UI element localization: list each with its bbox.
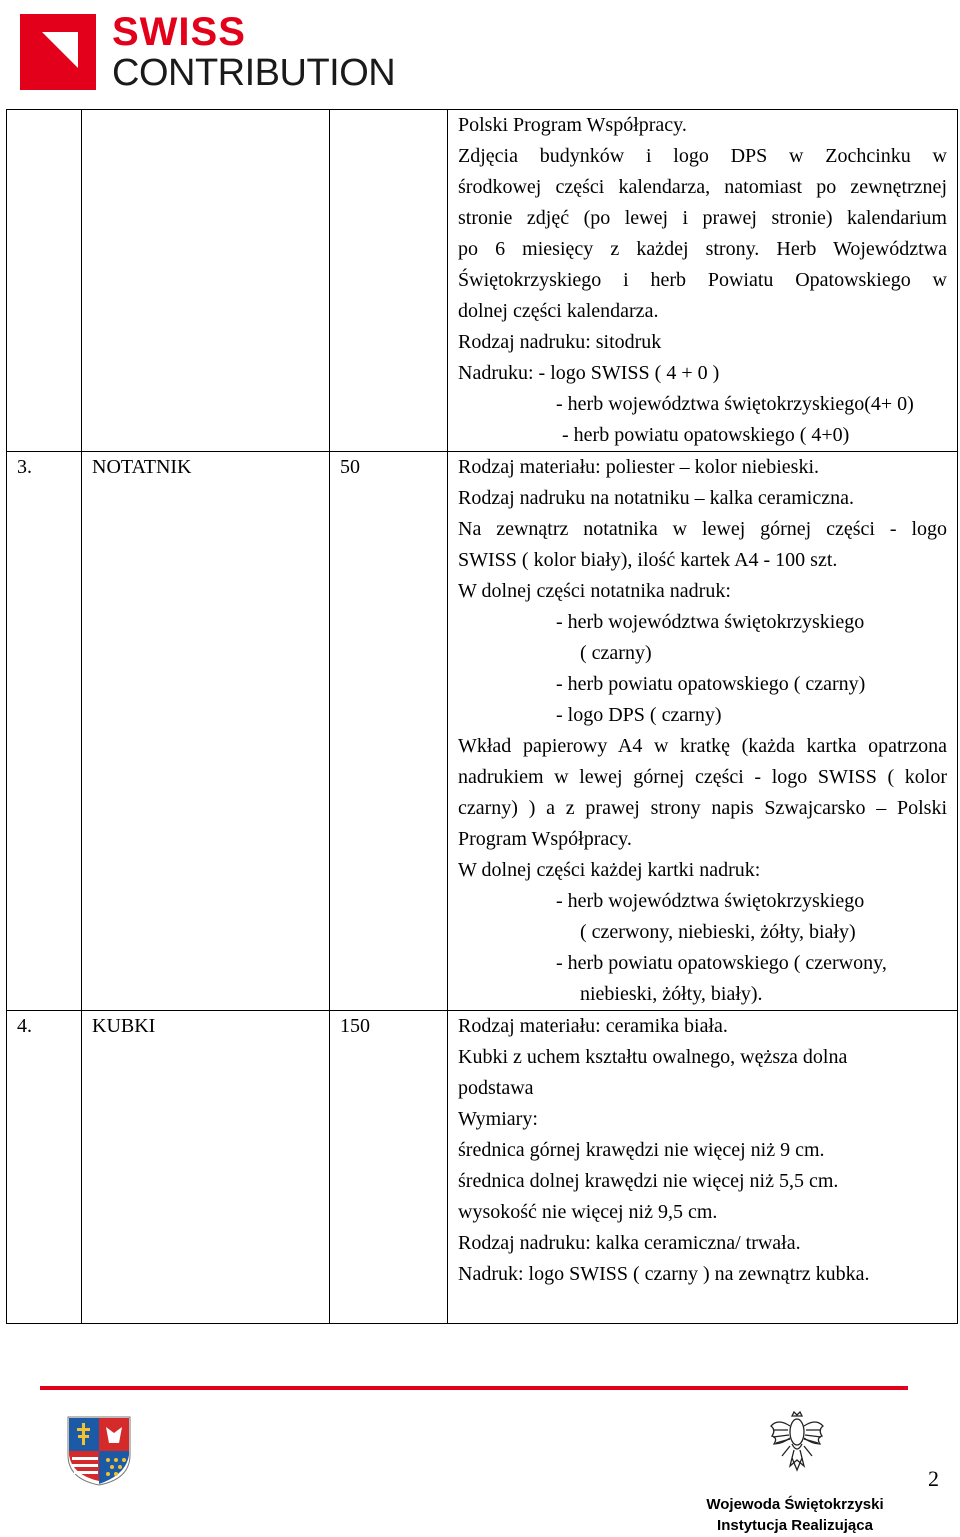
desc-line: dolnej części kalendarza. [458,300,659,322]
polish-eagle-emblem-icon [768,1410,826,1477]
desc-line: ( czerwony, niebieski, żółty, biały) [580,921,856,943]
desc-line: Rodzaj materiału: ceramika biała. [458,1015,728,1037]
desc-line: Rodzaj nadruku: sitodruk [458,331,662,353]
desc-line: SWISS ( kolor biały), ilość kartek A4 - 100 szt. [458,549,838,571]
cell-quantity: 150 [330,1011,448,1324]
desc-line: - logo DPS ( czarny) [556,704,722,726]
cell-number: 4. [7,1011,82,1324]
table-row [7,452,958,1011]
desc-line: Wymiary: [458,1108,538,1130]
cell-description [448,110,958,452]
logo-text-swiss: SWISS [112,10,246,54]
cell-number: 3. [7,452,82,1011]
desc-line: średnica górnej krawędzi nie więcej niż 9 cm. [458,1139,825,1161]
footer-divider [40,1386,908,1390]
swietokrzyskie-coat-of-arms-icon [66,1415,132,1492]
desc-line: środkowej części kalendarza, natomiast po zewnętrznej [458,176,947,198]
desc-line: - herb województwa świętokrzyskiego [556,611,865,633]
cell-name [82,110,330,452]
desc-line: - herb powiatu opatowskiego ( 4+0) [562,424,850,446]
cell-name: NOTATNIK [82,452,330,1011]
desc-line: Rodzaj materiału: poliester – kolor niebieski. [458,456,820,478]
desc-line: Zdjęcia budynków i logo DPS w Zochcinku w [458,145,947,167]
desc-line: - herb województwa świętokrzyskiego(4+ 0) [556,393,914,415]
desc-line: W dolnej części każdej kartki nadruk: [458,859,761,881]
desc-line: średnica dolnej krawędzi nie więcej niż 5,5 cm. [458,1170,839,1192]
footer-authority: Wojewoda Świętokrzyski [706,1496,884,1513]
swiss-logo-mark-icon [20,14,96,90]
desc-line: Kubki z uchem kształtu owalnego, węższa dolna [458,1046,848,1068]
cell-number [7,110,82,452]
desc-line: - herb powiatu opatowskiego ( czarny) [556,673,866,695]
desc-line: stronie zdjęć (po lewej i prawej stronie) kalendarium [458,207,947,229]
desc-line: po 6 miesięcy z każdej strony. Herb Województwa [458,238,947,260]
desc-line: podstawa [458,1077,534,1099]
cell-description [448,1011,958,1324]
desc-line: Polski Program Współpracy. [458,114,687,136]
table-row [7,1011,958,1324]
cell-description [448,452,958,1011]
desc-line: ( czarny) [580,642,652,664]
footer-institution: Instytucja Realizująca [717,1517,873,1534]
desc-line: Świętokrzyskiego i herb Powiatu Opatowskiego w [458,269,947,291]
specification-table [6,109,958,1324]
table-row [7,110,958,452]
desc-line: Rodzaj nadruku: kalka ceramiczna/ trwała. [458,1232,801,1254]
cell-name: KUBKI [82,1011,330,1324]
desc-line: Rodzaj nadruku na notatniku – kalka ceramiczna. [458,487,854,509]
desc-line: Nadruk: logo SWISS ( czarny ) na zewnątrz kubka. [458,1263,870,1285]
cell-spacer [458,1290,947,1323]
desc-line: czarny) ) a z prawej strony napis Szwajcarsko – Polski [458,797,947,819]
desc-line: wysokość nie więcej niż 9,5 cm. [458,1201,718,1223]
desc-line: niebieski, żółty, biały). [580,983,763,1005]
cell-quantity: 50 [330,452,448,1011]
desc-line: W dolnej części notatnika nadruk: [458,580,731,602]
logo-text-contribution: CONTRIBUTION [112,52,396,94]
page-number: 2 [928,1466,939,1491]
desc-line: Nadruku: - logo SWISS ( 4 + 0 ) [458,362,720,384]
desc-line: - herb województwa świętokrzyskiego [556,890,865,912]
desc-line: nadrukiem w lewej górnej części - logo SWISS ( kolor [458,766,947,788]
desc-line: Na zewnątrz notatnika w lewej górnej części - logo [458,518,947,540]
desc-line: Program Współpracy. [458,828,632,850]
desc-line: Wkład papierowy A4 w kratkę (każda kartka opatrzona [458,735,947,757]
desc-line: - herb powiatu opatowskiego ( czerwony, [556,952,887,974]
swiss-contribution-logo [20,10,400,94]
cell-quantity [330,110,448,452]
